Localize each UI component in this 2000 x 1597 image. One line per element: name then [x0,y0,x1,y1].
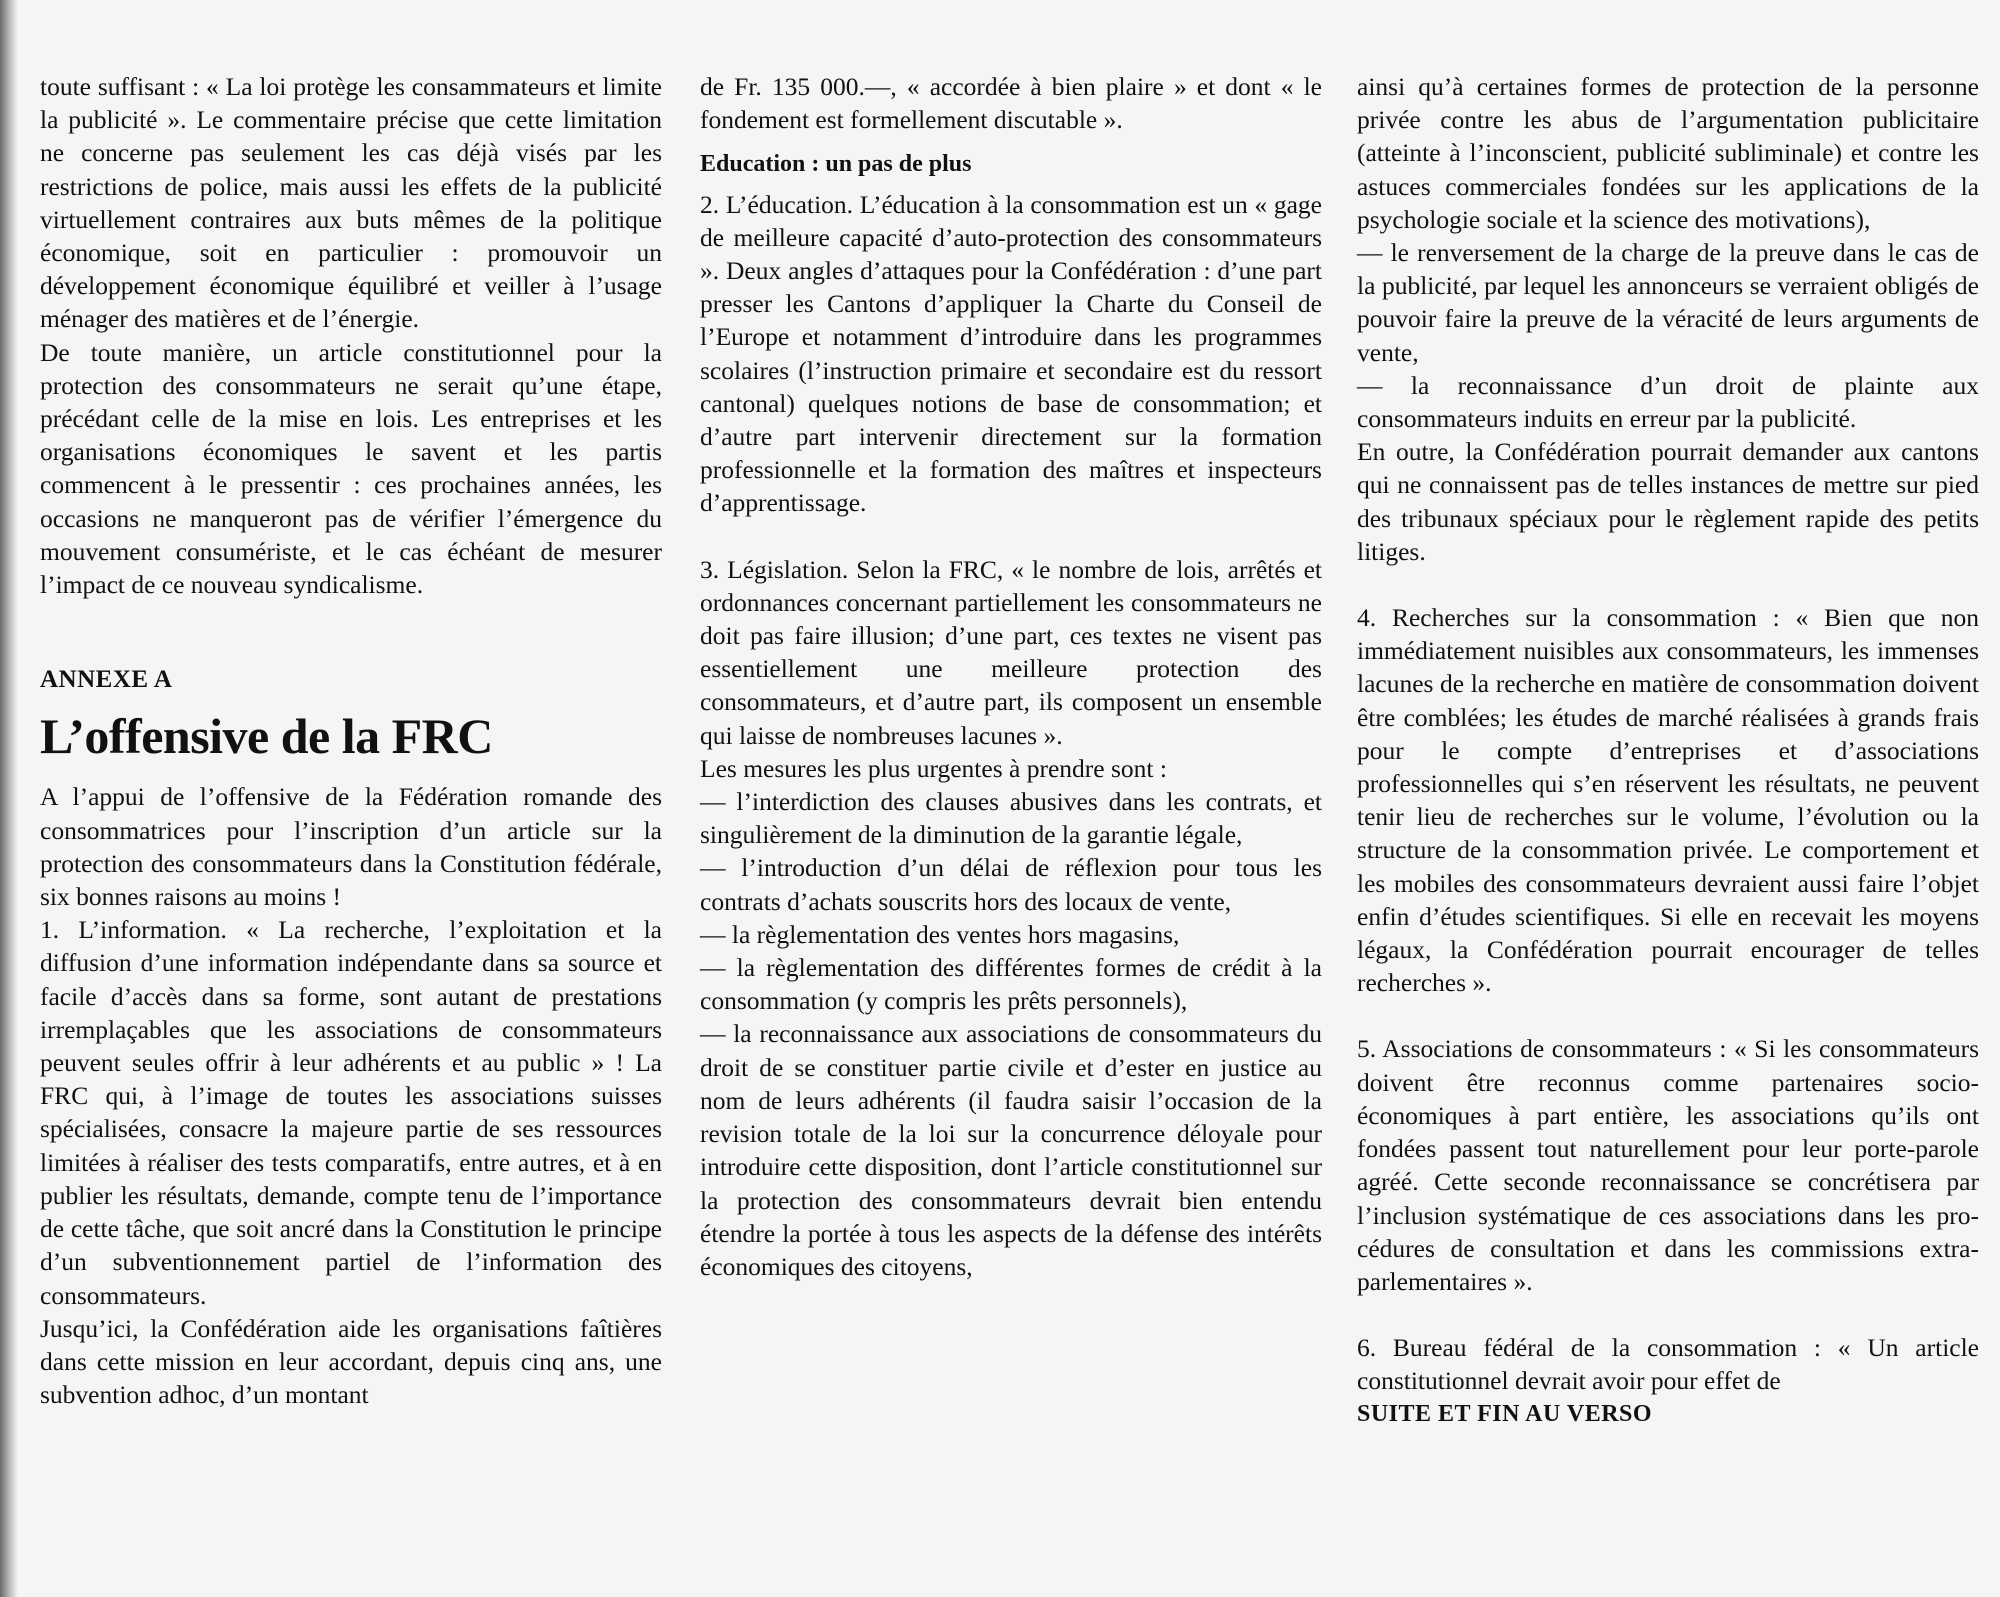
column-1 [40,70,662,1411]
paragraph: Jusqu’ici, la Confédération aide les organisations faîtières dans cette mission en leur accordant, depuis cinq ans, une subvention adhoc, d’un montant [40,1313,662,1410]
list-item: — la règlementation des ventes hors magasins, [700,919,1180,949]
paragraph: 5. Associations de consommateurs : « Si les consommateurs doivent être reconnus comme partenaires socio-économiques à part entière, les associations qu’ils ont fondées passent tout naturellement pour leur porte-parole agréé. Cette seconde reconnaissance se concrétisera par l’inclusion systématique de ces associations dans les procédures de consultation et dans les commissions extra-parlementaires ». [1357,1034,1979,1296]
list-item: — la règlementation des différentes formes de crédit à la consommation (y compris les prêts personnels), [700,953,1322,1016]
paragraph: de Fr. 135 000.—, « accordée à bien plaire » et dont « le fondement est formellement discutable ». [700,72,1322,135]
continued-notice: SUITE ET FIN AU VERSO [1357,1400,1653,1427]
list-item: — la reconnaissance aux associations de consommateurs du droit de se constituer partie civile et d’ester en justice au nom de leurs adhérents (il faudra saisir l’occasion de la revision totale de la loi sur la concurrence déloyale pour introduire cette disposition, dont l’article constitutionnel sur la protection des consommateurs devrait bien entendu étendre la portée à tous les aspects de la défense des intérêts économiques des citoyens, [700,1019,1322,1281]
list-item: — la reconnaissance d’un droit de plainte aux consommateurs induits en erreur par la publicité. [1357,370,1979,434]
paragraph: ainsi qu’à certaines formes de protection de la personne privée contre les abus de l’argumentation publicitaire (atteinte à l’inconscient, publicité subliminale) et contre les astuces commerciales fondées sur les applications de la psychologie sociale et la science des motivations), [1357,72,1979,234]
paragraph: 6. Bureau fédéral de la consommation : « Un article constitutionnel devrait avoir pour effet de [1357,1333,1979,1396]
paragraph: toute suffisant : « La loi protège les consammateurs et limite la publicité ». Le commentaire précise que cette limitation ne concerne pas seulement les cas déjà visés par les restrictions de police, mais aussi les effets de la publicité virtuellement contraires aux buts mêmes de la politique économique, soit en particulier : promouvoir un développement économique équilibré et veiller à l’usage ménager des matières et de l’énergie. [40,72,662,334]
scan-shadow-edge [0,0,18,1597]
column-2 [700,70,1322,1283]
paragraph: Les mesures les plus urgentes à prendre sont : [700,753,1167,783]
column-3 [1357,70,1979,1431]
list-item: — l’introduction d’un délai de réflexion pour tous les contrats d’achats souscrits hors des locaux de vente, [700,853,1322,916]
article-title: L’offensive de la FRC [40,708,493,765]
paragraph: 3. Législation. Selon la FRC, « le nombre de lois, arrêtés et ordonnances concernant partiellement les consommateurs ne doit pas faire illusion; d’une part, ces textes ne visent pas essentiellement une meilleure protection des consommateurs, et d’autre part, ils composent un ensemble qui laisse de nombreuses lacunes ». [700,554,1322,750]
annex-label: ANNEXE A [40,666,173,694]
paragraph: 2. L’éducation. L’éducation à la consommation est un « gage de meilleure capacité d’auto-protection des consommateurs ». Deux angles d’attaques pour la Confédération : d’une part presser les Cantons d’appliquer la Charte du Conseil de l’Europe et notamment d’introduire dans les programmes scolaires (l’instruction primaire et secondaire est du ressort cantonal) quelques notions de base de consommation; et d’autre part intervenir directement sur la formation professionnelle et la formation des maîtres et inspecteurs d’apprentissage. [700,189,1322,518]
paragraph: A l’appui de l’offensive de la Fédération romande des consommatrices pour l’inscription d’un article sur la protection des consommateurs dans la Constitution fédérale, six bonnes raisons au moins ! [40,782,662,912]
paragraph: De toute manière, un article constitutionnel pour la protection des consommateurs ne serait qu’une étape, précédant celle de la mise en lois. Les entreprises et les organisations économiques le savent et les partis commencent à le pressentir : ces prochaines années, les occasions ne manqueront pas de vérifier l’émergence du mouvement consumériste, et le cas échéant de mesurer l’impact de ce nouveau syndicalisme. [40,337,662,600]
list-item: — l’interdiction des clauses abusives dans les contrats, et singulièrement de la diminution de la garantie légale, [700,787,1322,850]
section-subheading: Education : un pas de plus [700,151,972,178]
list-item: — le renversement de la charge de la preuve dans le cas de la publicité, par lequel les annonceurs se verraient obligés de pouvoir faire la preuve de la véracité de leurs arguments de vente, [1357,238,1979,367]
paragraph: 4. Recherches sur la consommation : « Bien que non immédiatement nuisibles aux consommateurs, les immenses lacunes de la recherche en matière de consommation doivent être comblées; les études de marché réalisées à grands frais pour le compte d’entreprises et d’associations professionnelles qui s’en réservent les résultats, ne peuvent tenir lieu de recherches sur le volume, l’évolution ou la structure de la consommation privée. Le comportement et les mobiles des consommateurs devraient aussi faire l’objet enfin d’études scientifiques. Si elle en recevait les moyens légaux, la Confédération pourrait encourager de telles recherches ». [1357,603,1979,998]
paragraph: 1. L’information. « La recherche, l’exploitation et la diffusion d’une information indépendante dans sa source et facile d’accès dans sa forme, sont autant de prestations irremplaçables que les associations de consommateurs peuvent seules offrir à leur adhérents et au public » ! La FRC qui, à l’image de toutes les associations suisses spécialisées, consacre la majeure partie de ses ressources limitées à réaliser des tests comparatifs, entre autres, et à en publier les résultats, demande, compte tenu de l’importance de cette tâche, que soit ancré dans la Constitution le principe d’un subventionnement partiel de l’information des consommateurs. [40,915,662,1310]
paragraph: En outre, la Confédération pourrait demander aux cantons qui ne connaissent pas de telles instances de mettre sur pied des tribunaux spéciaux pour le règlement rapide des petits litiges. [1357,437,1979,566]
